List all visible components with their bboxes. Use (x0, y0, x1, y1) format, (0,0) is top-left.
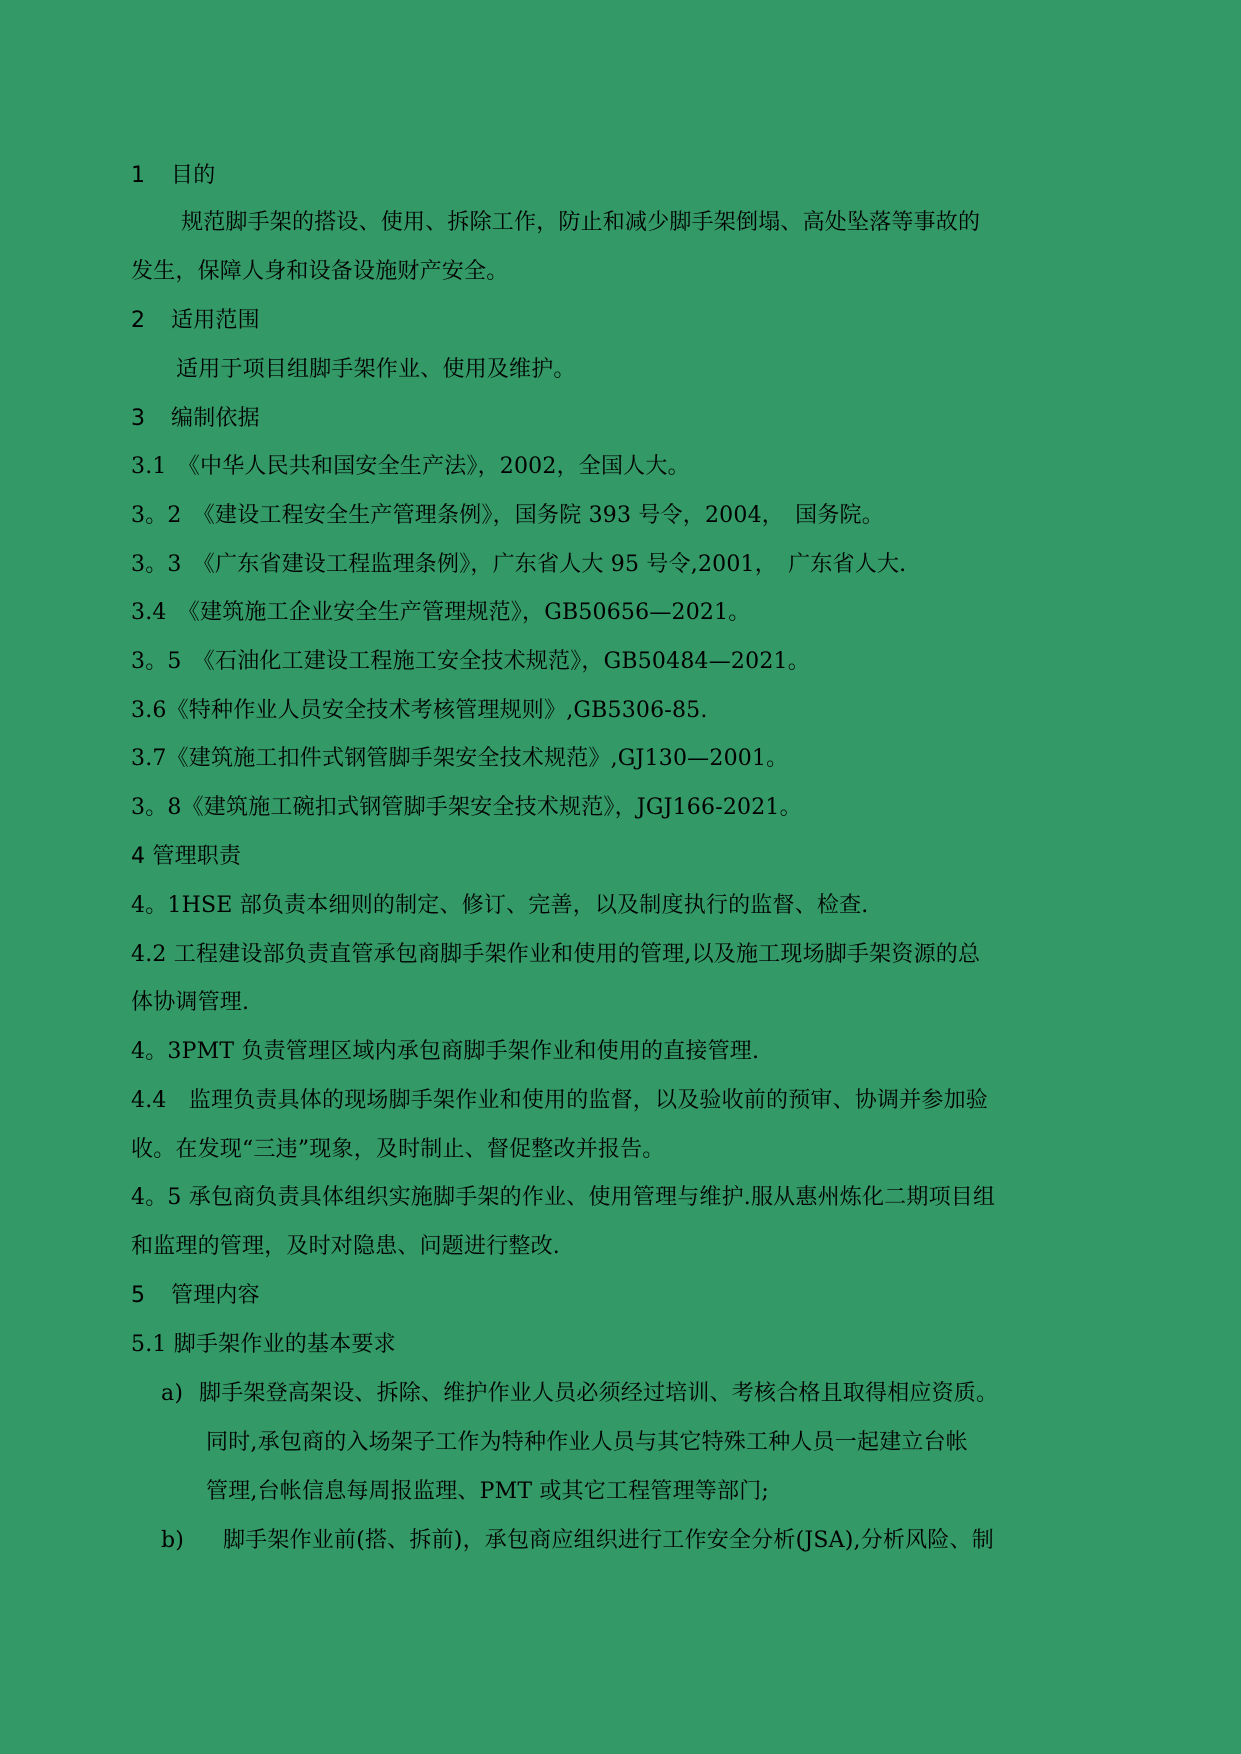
reference-item: 3。2 《建设工程安全生产管理条例》，国务院 393 号令，2004， 国务院。 (131, 503, 884, 528)
list-item-a-line-1: 脚手架登高架设、拆除、维护作业人员必须经过培训、考核合格且取得相应资质。 (199, 1381, 999, 1406)
section-number: 2 (131, 308, 146, 333)
responsibility-line: 收。在发现“三违”现象，及时制止、督促整改并报告。 (131, 1137, 665, 1162)
list-item-a-marker: a) (161, 1381, 184, 1406)
section-1-body-line-2: 发生，保障人身和设备设施财产安全。 (131, 259, 509, 284)
responsibility-line: 4。1HSE 部负责本细则的制定、修订、完善，以及制度执行的监督、检查. (131, 893, 869, 918)
reference-item: 3。5 《石油化工建设工程施工安全技术规范》，GB50484—2021。 (131, 649, 810, 674)
subsection-title: 5.1 脚手架作业的基本要求 (131, 1332, 396, 1357)
reference-item: 3。3 《广东省建设工程监理条例》，广东省人大 95 号令,2001， 广东省人大. (131, 552, 907, 577)
reference-item: 3.1 《中华人民共和国安全生产法》，2002，全国人大。 (131, 454, 690, 479)
responsibility-line: 4。3PMT 负责管理区域内承包商脚手架作业和使用的直接管理. (131, 1039, 760, 1064)
list-item-b-marker: b) (161, 1528, 185, 1553)
section-5-heading (131, 1281, 260, 1311)
section-title: 目的 (171, 163, 216, 188)
responsibility-line: 体协调管理. (131, 990, 250, 1015)
section-3-heading (131, 404, 260, 434)
section-1-body-line-1: 规范脚手架的搭设、使用、拆除工作，防止和减少脚手架倒塌、高处坠落等事故的 (181, 210, 981, 235)
list-item-a-line-2: 同时,承包商的入场架子工作为特种作业人员与其它特殊工种人员一起建立台帐 (206, 1430, 968, 1455)
section-4-heading: 4 管理职责 (131, 844, 242, 869)
list-item-b-line-1: 脚手架作业前(搭、拆前)，承包商应组织进行工作安全分析(JSA),分析风险、制 (223, 1528, 994, 1553)
section-number: 1 (131, 163, 146, 188)
section-title: 编制依据 (171, 406, 260, 431)
responsibility-line: 和监理的管理，及时对隐患、问题进行整改. (131, 1234, 560, 1259)
reference-item: 3。8《建筑施工碗扣式钢管脚手架安全技术规范》，JGJ166-2021。 (131, 795, 802, 820)
section-number: 3 (131, 406, 146, 431)
reference-item: 3.4 《建筑施工企业安全生产管理规范》，GB50656—2021。 (131, 600, 751, 625)
section-2-body-line-1: 适用于项目组脚手架作业、使用及维护。 (176, 357, 576, 382)
section-number: 5 (131, 1283, 146, 1308)
responsibility-line: 4。5 承包商负责具体组织实施脚手架的作业、使用管理与维护.服从惠州炼化二期项目组 (131, 1185, 996, 1210)
section-title: 适用范围 (171, 308, 260, 333)
reference-item: 3.6《特种作业人员安全技术考核管理规则》,GB5306-85. (131, 698, 708, 723)
responsibility-line: 4.2 工程建设部负责直管承包商脚手架作业和使用的管理,以及施工现场脚手架资源的总 (131, 942, 981, 967)
list-item-a-line-3: 管理,台帐信息每周报监理、PMT 或其它工程管理等部门; (206, 1479, 770, 1504)
responsibility-line: 4.4 监理负责具体的现场脚手架作业和使用的监督，以及验收前的预审、协调并参加验 (131, 1088, 988, 1113)
section-1-heading (131, 161, 215, 191)
section-title: 管理内容 (171, 1283, 260, 1308)
reference-item: 3.7《建筑施工扣件式钢管脚手架安全技术规范》,GJ130—2001。 (131, 746, 789, 771)
section-2-heading (131, 306, 260, 336)
